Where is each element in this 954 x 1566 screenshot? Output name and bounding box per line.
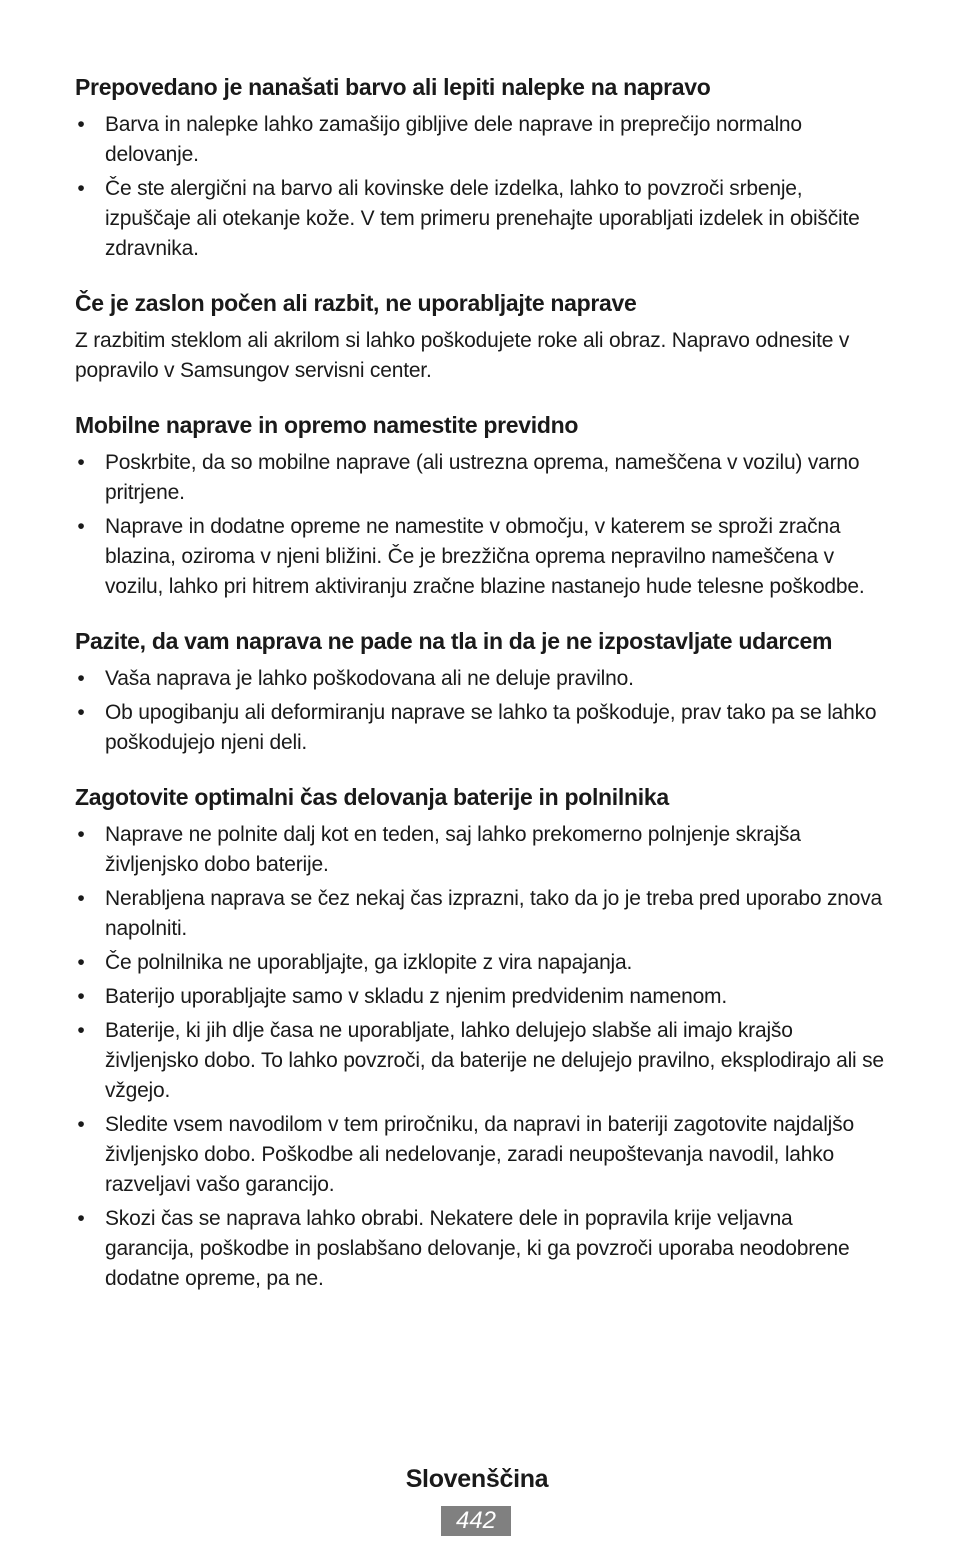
bullet-list	[75, 664, 885, 758]
list-item: • Če ste alergični na barvo ali kovinske dele izdelka, lahko to povzroči srbenje, izpuščaje ali otekanje kože. V tem primeru prenehajte uporabljati izdelek in obiščite zdravnika.	[75, 174, 885, 264]
section-mobile-install	[75, 408, 885, 602]
list-item: • Poskrbite, da so mobilne naprave (ali ustrezna oprema, nameščena v vozilu) varno pritrjene.	[75, 448, 885, 508]
section-battery	[75, 780, 885, 1294]
document-body	[75, 70, 885, 1316]
section-drop-impact	[75, 624, 885, 758]
bullet-list	[75, 110, 885, 264]
section-heading: Pazite, da vam naprava ne pade na tla in da je ne izpostavljate udarcem	[75, 628, 833, 654]
bullet-icon: •	[77, 1113, 85, 1136]
bullet-icon: •	[77, 177, 85, 200]
bullet-icon: •	[77, 667, 85, 690]
footer-language-label: Slovenščina	[405, 1465, 549, 1493]
section-paragraph: Z razbitim steklom ali akrilom si lahko poškodujete roke ali obraz. Napravo odnesite v popravilo v Samsungov servisni center.	[75, 329, 850, 382]
bullet-icon: •	[77, 515, 85, 538]
bullet-icon: •	[77, 701, 85, 724]
list-item: • Če polnilnika ne uporabljajte, ga izklopite z vira napajanja.	[75, 948, 885, 978]
section-broken-screen	[75, 286, 885, 386]
bullet-icon: •	[77, 1019, 85, 1042]
bullet-icon: •	[77, 1207, 85, 1230]
list-item: • Vaša naprava je lahko poškodovana ali ne deluje pravilno.	[75, 664, 885, 694]
section-paint-stickers	[75, 70, 885, 264]
bullet-icon: •	[77, 823, 85, 846]
list-item: • Naprave in dodatne opreme ne namestite v območju, v katerem se sproži zračna blazina, oziroma v njeni bližini. Če je brezžična oprema nepravilno nameščena v vozilu, lahko pri hitrem aktiviranju zračne blazine nastanejo hude telesne poškodbe.	[75, 512, 885, 602]
bullet-icon: •	[77, 887, 85, 910]
section-heading: Prepovedano je nanašati barvo ali lepiti nalepke na napravo	[75, 74, 711, 100]
page-number-badge: 442	[441, 1506, 511, 1536]
list-item: • Ob upogibanju ali deformiranju naprave se lahko ta poškoduje, prav tako pa se lahko poškodujejo njeni deli.	[75, 698, 885, 758]
list-item: • Naprave ne polnite dalj kot en teden, saj lahko prekomerno polnjenje skrajša življenjsko dobo baterije.	[75, 820, 885, 880]
list-item: • Nerabljena naprava se čez nekaj čas izprazni, tako da jo je treba pred uporabo znova napolniti.	[75, 884, 885, 944]
section-heading: Mobilne naprave in opremo namestite previdno	[75, 412, 579, 438]
list-item: • Skozi čas se naprava lahko obrabi. Nekatere dele in popravila krije veljavna garancija, poškodbe in poslabšano delovanje, ki ga povzroči uporaba neodobrene dodatne opreme, pa ne.	[75, 1204, 885, 1294]
bullet-icon: •	[77, 113, 85, 136]
bullet-icon: •	[77, 451, 85, 474]
section-heading: Zagotovite optimalni čas delovanja baterije in polnilnika	[75, 784, 669, 810]
section-heading: Če je zaslon počen ali razbit, ne uporabljajte naprave	[75, 290, 637, 316]
bullet-icon: •	[77, 951, 85, 974]
bullet-list	[75, 820, 885, 1294]
list-item: • Baterije, ki jih dlje časa ne uporabljate, lahko delujejo slabše ali imajo krajšo življenjsko dobo. To lahko povzroči, da baterije ne delujejo pravilno, eksplodirajo ali se vžgejo.	[75, 1016, 885, 1106]
bullet-icon: •	[77, 985, 85, 1008]
list-item: • Sledite vsem navodilom v tem priročniku, da napravi in bateriji zagotovite najdaljšo življenjsko dobo. Poškodbe ali nedelovanje, zaradi neupoštevanja navodil, lahko razveljavi vašo garancijo.	[75, 1110, 885, 1200]
list-item: • Barva in nalepke lahko zamašijo gibljive dele naprave in preprečijo normalno delovanje.	[75, 110, 885, 170]
bullet-list	[75, 448, 885, 602]
list-item: • Baterijo uporabljajte samo v skladu z njenim predvidenim namenom.	[75, 982, 885, 1012]
